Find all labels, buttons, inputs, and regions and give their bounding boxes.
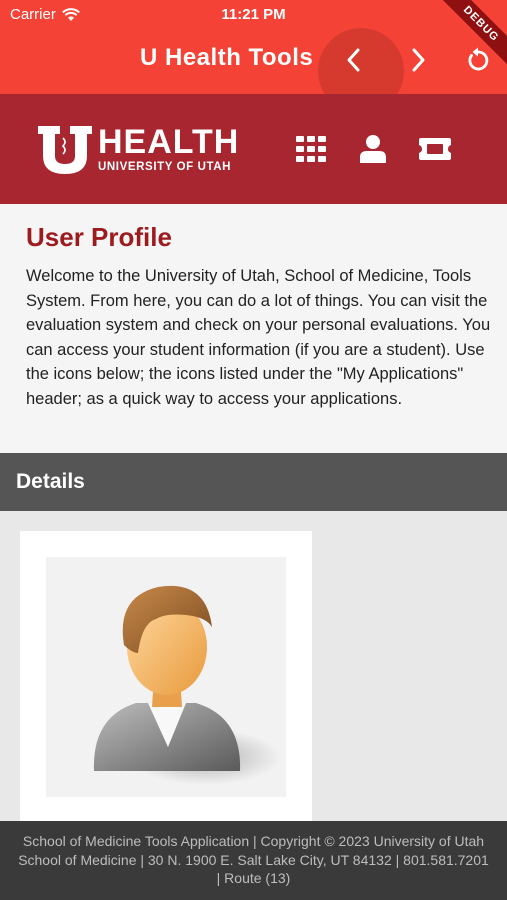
profile-button[interactable] (356, 132, 390, 166)
chevron-left-icon (343, 47, 365, 73)
default-user-avatar-icon (46, 557, 286, 797)
u-health-logo[interactable] (36, 122, 239, 176)
ticket-icon (419, 138, 451, 160)
page-title: User Profile (26, 222, 172, 252)
footer (0, 821, 507, 900)
avatar-card (20, 531, 312, 821)
carrier-label: Carrier (10, 6, 56, 23)
toolbar (0, 28, 507, 94)
forward-button[interactable] (396, 38, 440, 82)
avatar (46, 557, 286, 797)
logo-text (98, 125, 239, 173)
footer-text: School of Medicine Tools Application | Copyright © 2023 University of Utah School of Medicine | 30 N. 1900 E. Salt Lake City, UT 84132 | 801.581.7201 | Route (13) (18, 833, 489, 886)
details-title: Details (16, 470, 85, 493)
back-button[interactable] (332, 38, 376, 82)
intro-section (0, 204, 507, 453)
reload-icon (464, 46, 492, 74)
brand-bar (0, 94, 507, 204)
intro-text: Welcome to the University of Utah, School of Medicine, Tools System. From here, you can do a lot of things. You can visit the evaluation system and check on your personal evaluations. You can access your student information (if you are a student). Use the icons below; the icons listed under the "My Applications" header; as a quick way to access your applications. (26, 267, 491, 408)
user-icon (360, 135, 386, 163)
app-title: U Health Tools (140, 44, 314, 71)
logo-university: UNIVERSITY OF UTAH (98, 161, 232, 173)
status-bar (0, 0, 507, 28)
debug-banner: DEBUG (432, 0, 507, 73)
grid-icon (296, 136, 326, 162)
status-time: 11:21 PM (221, 6, 286, 23)
apps-button[interactable] (294, 132, 328, 166)
ticket-button[interactable] (418, 132, 452, 166)
logo-health: HEALTH (98, 123, 240, 161)
details-header (0, 453, 507, 511)
app-bar (0, 0, 507, 94)
u-logo-mark-icon (36, 122, 94, 176)
chevron-right-icon (407, 47, 429, 73)
